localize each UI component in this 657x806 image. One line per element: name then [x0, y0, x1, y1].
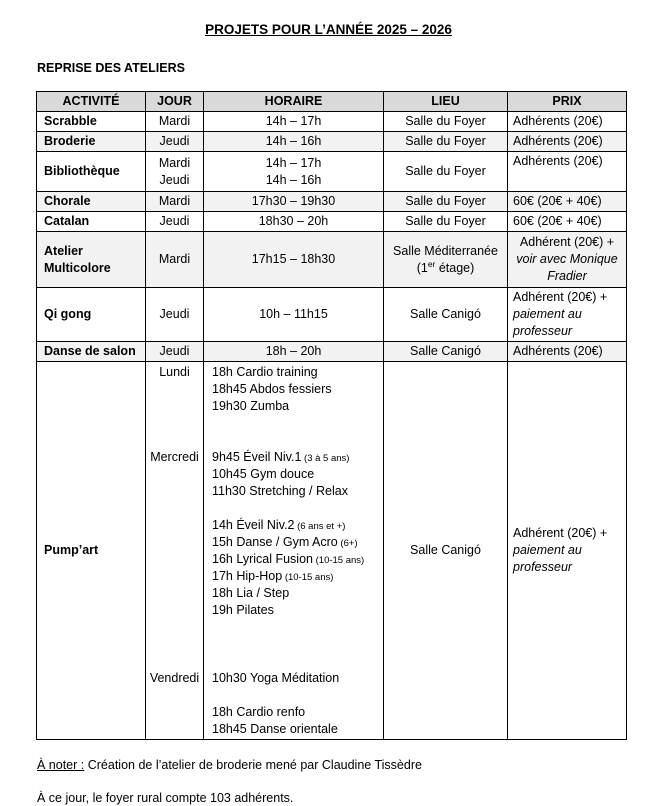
schedule-line	[148, 381, 201, 398]
page-title: PROJETS POUR L’ANNÉE 2025 – 2026	[205, 22, 452, 37]
table-header-row	[37, 92, 627, 112]
schedule-line: Vendredi	[149, 671, 200, 685]
schedule-line	[148, 687, 201, 704]
activity-cell: Bibliothèque	[37, 152, 146, 192]
schedule-line	[148, 568, 201, 585]
schedule-line	[212, 619, 383, 636]
column-header-jour: JOUR	[146, 92, 204, 112]
schedule-line	[148, 636, 201, 653]
schedule-line: 19h Pilates	[212, 603, 274, 617]
column-header-prix: PRIX	[508, 92, 627, 112]
note-label: À noter :	[37, 758, 85, 772]
price-cell: 60€ (20€ + 40€)	[508, 212, 627, 232]
schedule-line	[148, 517, 201, 534]
schedule-line: 18h Lia / Step	[212, 586, 290, 600]
activity-cell: Catalan	[37, 212, 146, 232]
table-row-bibliotheque	[37, 152, 627, 192]
schedule-line	[212, 500, 383, 517]
schedule-line	[148, 534, 201, 551]
schedule-line: Lundi	[159, 365, 190, 379]
price-cell: 60€ (20€ + 40€)	[508, 192, 627, 212]
time-line: 14h – 16h	[265, 172, 322, 187]
location-cell: Salle Canigó	[384, 342, 508, 362]
schedule-line	[212, 687, 383, 704]
price-main: Adhérent (20€) +	[513, 290, 608, 304]
location-line: (1er étage)	[416, 258, 475, 275]
day-line: Mardi	[158, 155, 191, 170]
table-row-broderie	[37, 132, 627, 152]
schedule-line	[148, 551, 201, 568]
day-cell: Jeudi	[146, 132, 204, 152]
price-cell: Adhérents (20€)	[508, 342, 627, 362]
schedule-line: 10h45 Gym douce	[212, 467, 315, 481]
schedule-line	[148, 500, 201, 517]
location-cell: Salle Canigó	[384, 288, 508, 342]
schedule-line	[148, 398, 201, 415]
location-cell: Salle du Foyer	[384, 152, 508, 192]
price-note: paiement au professeur	[513, 307, 582, 338]
price-main: Adhérent (20€) +	[519, 235, 615, 249]
time-cell: 14h – 16h	[204, 132, 384, 152]
schedule-line	[148, 415, 201, 432]
activity-cell: Chorale	[37, 192, 146, 212]
table-row-atelier-multicolore	[37, 232, 627, 288]
schedule-line	[148, 432, 201, 449]
note-creation-atelier	[37, 757, 657, 773]
section-heading: REPRISE DES ATELIERS	[37, 61, 185, 75]
activity-cell: Scrabble	[37, 112, 146, 132]
activity-cell: Pump’art	[37, 362, 146, 740]
location-cell: Salle du Foyer	[384, 132, 508, 152]
day-cell: Jeudi	[146, 342, 204, 362]
activity-cell: Danse de salon	[37, 342, 146, 362]
schedule-line: 9h45 Éveil Niv.1 (3 à 5 ans)	[212, 450, 350, 464]
price-note: paiement au professeur	[513, 543, 582, 574]
time-cell: 18h30 – 20h	[204, 212, 384, 232]
schedule-line	[148, 721, 201, 738]
activity-line: Atelier	[44, 243, 83, 258]
schedule-line: 11h30 Stretching / Relax	[212, 484, 348, 498]
schedule-line	[212, 653, 383, 670]
day-cell	[146, 152, 204, 192]
footer-notes	[37, 757, 657, 806]
location-cell	[384, 232, 508, 288]
price-note: voir avec Monique Fradier	[516, 252, 618, 283]
schedule-line: 18h Cardio training	[212, 365, 318, 379]
schedule-line	[148, 585, 201, 602]
schedule-line	[212, 415, 383, 432]
schedule-line	[212, 636, 383, 653]
time-cell: 10h – 11h15	[204, 288, 384, 342]
schedule-line: 18h Cardio renfo	[212, 705, 306, 719]
table-row-chorale	[37, 192, 627, 212]
activity-line: Multicolore	[44, 260, 111, 275]
superscript-er: er	[427, 258, 436, 269]
column-header-lieu: LIEU	[384, 92, 508, 112]
schedule-line	[148, 704, 201, 721]
day-cell: Mardi	[146, 232, 204, 288]
table-row-scrabble	[37, 112, 627, 132]
day-line: Jeudi	[159, 172, 190, 187]
location-line: Salle Méditerranée	[393, 243, 498, 258]
price-cell	[508, 362, 627, 740]
schedule-line: 18h45 Danse orientale	[212, 722, 338, 736]
schedule-line: 19h30 Zumba	[212, 399, 290, 413]
schedule-line: Mercredi	[150, 450, 199, 464]
price-cell: Adhérents (20€)	[508, 112, 627, 132]
schedule-line	[148, 466, 201, 483]
schedule-table	[36, 91, 627, 740]
time-cell: 17h30 – 19h30	[204, 192, 384, 212]
price-cell: Adhérents (20€)	[508, 132, 627, 152]
location-cell: Salle du Foyer	[384, 212, 508, 232]
location-cell: Salle du Foyer	[384, 112, 508, 132]
location-cell: Salle Canigó	[384, 362, 508, 740]
day-cell: Mardi	[146, 192, 204, 212]
day-cell: Jeudi	[146, 288, 204, 342]
day-cell	[146, 362, 204, 740]
price-cell: Adhérents (20€)	[508, 152, 627, 192]
location-cell: Salle du Foyer	[384, 192, 508, 212]
schedule-line	[148, 653, 201, 670]
schedule-line	[148, 483, 201, 500]
schedule-line: 14h Éveil Niv.2 (6 ans et +)	[212, 518, 346, 532]
price-cell	[508, 232, 627, 288]
activity-cell	[37, 232, 146, 288]
price-main: Adhérent (20€) +	[513, 526, 608, 540]
schedule-line	[148, 619, 201, 636]
schedule-line: 18h45 Abdos fessiers	[212, 382, 332, 396]
table-row-danse-de-salon	[37, 342, 627, 362]
schedule-line	[148, 602, 201, 619]
schedule-line: 10h30 Yoga Méditation	[212, 671, 340, 685]
activity-cell: Qi gong	[37, 288, 146, 342]
schedule-line: 16h Lyrical Fusion (10-15 ans)	[212, 552, 365, 566]
table-row-pumpart	[37, 362, 627, 740]
schedule-line: 17h Hip-Hop (10-15 ans)	[212, 569, 334, 583]
day-cell: Mardi	[146, 112, 204, 132]
time-cell: 18h – 20h	[204, 342, 384, 362]
time-line: 14h – 17h	[265, 155, 322, 170]
table-row-catalan	[37, 212, 627, 232]
time-cell	[204, 362, 384, 740]
activity-cell: Broderie	[37, 132, 146, 152]
time-cell: 17h15 – 18h30	[204, 232, 384, 288]
note-text: Création de l’atelier de broderie mené par Claudine Tissèdre	[84, 758, 422, 772]
time-cell: 14h – 17h	[204, 112, 384, 132]
time-cell	[204, 152, 384, 192]
column-header-horaire: HORAIRE	[204, 92, 384, 112]
note-adherents-count: À ce jour, le foyer rural compte 103 adhérents.	[37, 791, 294, 805]
column-header-activite: ACTIVITÉ	[37, 92, 146, 112]
day-cell: Jeudi	[146, 212, 204, 232]
table-row-qi-gong	[37, 288, 627, 342]
schedule-line: 15h Danse / Gym Acro (6+)	[212, 535, 358, 549]
price-cell	[508, 288, 627, 342]
schedule-line	[212, 432, 383, 449]
